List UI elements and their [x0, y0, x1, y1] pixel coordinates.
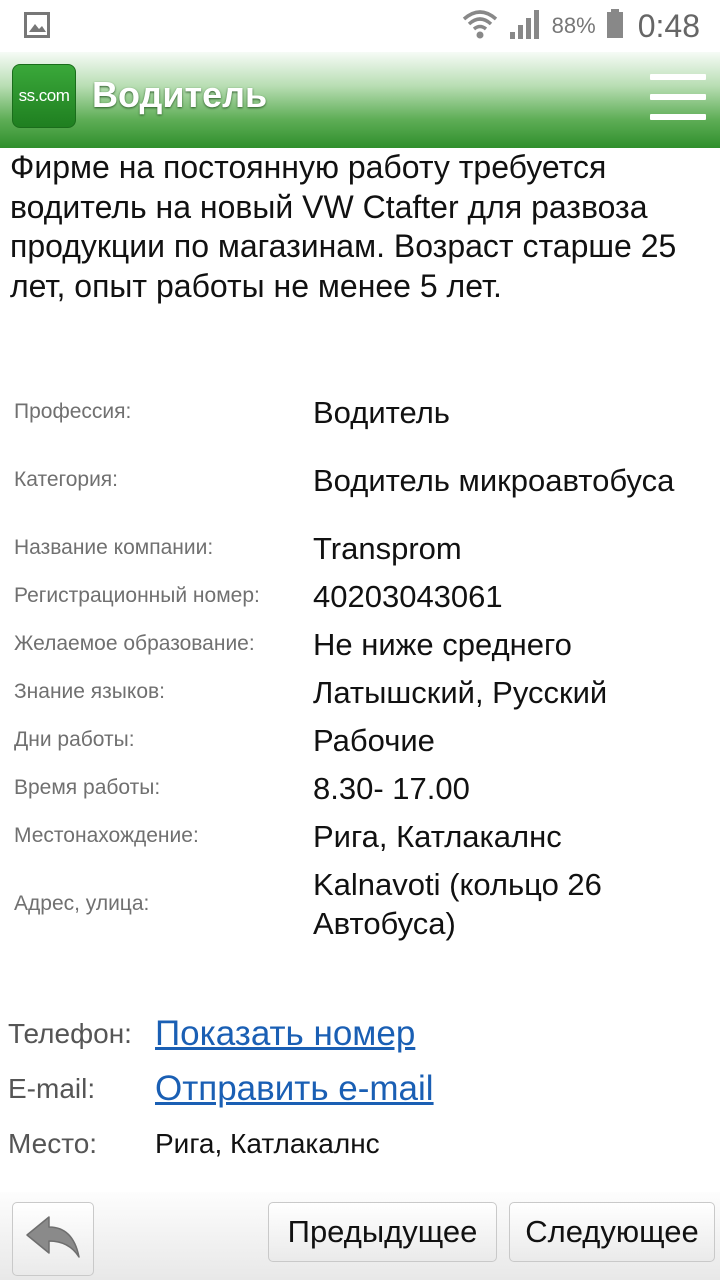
detail-value: Kalnavoti (кольцо 26 Автобуса)	[313, 867, 602, 941]
bottom-nav-bar	[0, 1192, 720, 1280]
email-label: E-mail:	[8, 1072, 96, 1104]
previous-button[interactable]: Предыдущее	[268, 1202, 497, 1262]
hamburger-menu-icon[interactable]	[650, 72, 706, 122]
wifi-icon	[462, 7, 498, 46]
send-email-link[interactable]: Отправить e-mail	[155, 1068, 434, 1108]
place-value: Рига, Катлакалнс	[155, 1127, 380, 1159]
contact-row-email	[8, 1061, 708, 1116]
detail-value: Не ниже среднего	[313, 626, 572, 662]
next-button[interactable]: Следующее	[509, 1202, 715, 1262]
gallery-icon	[24, 12, 50, 43]
page-title: Водитель	[92, 74, 268, 115]
show-phone-link[interactable]: Показать номер	[155, 1013, 416, 1053]
ad-description: Фирме на постоянную работу требуется водитель на новый VW Ctafter для развоза продукции по магазинам. Возраст старше 25 лет, опыт работы не менее 5 лет.	[10, 149, 677, 304]
phone-label: Телефон:	[8, 1017, 132, 1049]
detail-label: Регистрационный номер:	[14, 584, 260, 607]
detail-value: Рабочие	[313, 722, 435, 758]
detail-value: Водитель микроавтобуса	[313, 462, 675, 498]
details-table	[14, 388, 704, 948]
detail-label: Знание языков:	[14, 680, 165, 703]
detail-row-reg-number	[14, 572, 704, 620]
detail-label: Дни работы:	[14, 728, 135, 751]
app-header	[0, 52, 720, 148]
battery-percent: 88%	[551, 13, 596, 38]
detail-row-education	[14, 620, 704, 668]
detail-value: Водитель	[313, 394, 450, 430]
signal-icon	[508, 8, 542, 45]
logo-text: ss.com	[18, 86, 70, 105]
ss-logo[interactable]	[12, 64, 76, 128]
detail-row-profession	[14, 388, 704, 436]
detail-label: Название компании:	[14, 536, 214, 559]
detail-row-location	[14, 812, 704, 860]
detail-value: Transprom	[313, 530, 462, 566]
detail-value: Латышский, Русский	[313, 674, 608, 710]
status-bar	[0, 0, 720, 52]
detail-row-address	[14, 860, 704, 948]
detail-label: Время работы:	[14, 776, 161, 799]
detail-row-worktime	[14, 764, 704, 812]
place-label: Место:	[8, 1127, 98, 1159]
detail-row-workdays	[14, 716, 704, 764]
clock: 0:48	[637, 7, 700, 44]
detail-row-category	[14, 436, 704, 524]
detail-label: Адрес, улица:	[14, 892, 150, 915]
detail-value: 8.30- 17.00	[313, 770, 470, 806]
detail-row-languages	[14, 668, 704, 716]
detail-label: Категория:	[14, 468, 119, 491]
detail-row-company	[14, 524, 704, 572]
contacts-section	[8, 1006, 708, 1171]
detail-label: Желаемое образование:	[14, 632, 255, 655]
contact-row-phone	[8, 1006, 708, 1061]
detail-label: Местонахождение:	[14, 824, 199, 847]
detail-value: Рига, Катлакалнс	[313, 818, 562, 854]
back-arrow-icon	[23, 1211, 83, 1268]
contact-row-place	[8, 1116, 708, 1171]
detail-value: 40203043061	[313, 578, 503, 614]
back-button[interactable]	[12, 1202, 94, 1276]
detail-label: Профессия:	[14, 400, 132, 423]
battery-icon	[606, 9, 624, 44]
